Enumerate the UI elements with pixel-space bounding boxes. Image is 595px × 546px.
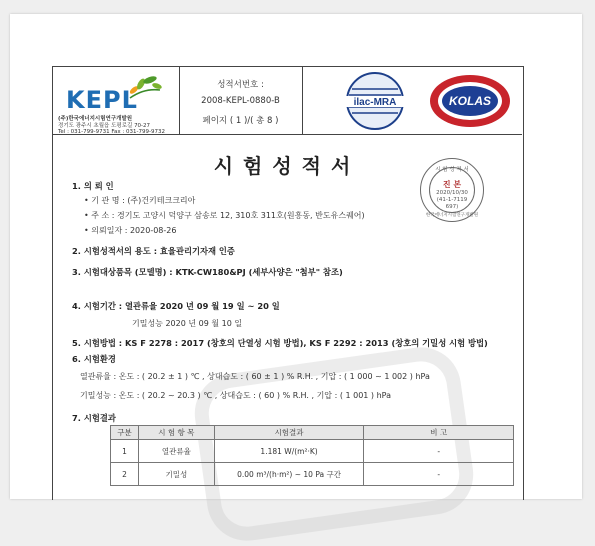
row-result: 0.00 m³/(h·m²) ~ 10 Pa 구간 xyxy=(214,463,364,486)
results-header-row xyxy=(111,426,514,440)
col-header-item: 시 험 항 목 xyxy=(138,426,214,440)
row-result: 1.181 W/(m²·K) xyxy=(214,440,364,463)
document-title: 시험성적서 xyxy=(213,154,361,178)
row-item: 기밀성 xyxy=(138,463,214,486)
row-no: 2 xyxy=(111,463,139,486)
report-no-label: 성적서번호 : xyxy=(217,80,264,90)
results-table xyxy=(110,425,514,486)
kolas-logo-icon xyxy=(428,73,512,129)
kepl-logo-text: KEPL xyxy=(66,86,138,114)
client-address: • 주 소 : 경기도 고양시 덕양구 삼송로 12, 310호 311호(원흥동, 반도유스퀘어) xyxy=(84,211,365,220)
client-name: • 기 관 명 : (주)건키테크크리아 xyxy=(84,196,196,205)
row-item: 열관류율 xyxy=(138,440,214,463)
section-test-environment: 6. 시험환경 xyxy=(72,354,116,364)
org-name: (주)한국에너지시험연구개발원 xyxy=(58,116,133,122)
stamp-line2: (41-1-7119 xyxy=(436,197,468,203)
request-date: • 의뢰일자 : 2020-08-26 xyxy=(84,226,177,235)
row-remark: - xyxy=(364,463,514,486)
report-no: 2008-KEPL-0880-B xyxy=(201,96,280,106)
kolas-text: KOLAS xyxy=(449,94,491,108)
row-remark: - xyxy=(364,440,514,463)
stamp-main: 진 본 xyxy=(442,180,462,189)
table-row xyxy=(111,440,514,463)
section-client: 1. 의 뢰 인 xyxy=(72,181,114,191)
col-header-remark: 비 고 xyxy=(364,426,514,440)
report-header xyxy=(52,66,522,135)
section-test-method: 5. 시험방법 : KS F 2278 : 2017 (창호의 단열성 시험 방법), KS F 2292 : 2013 (창호의 기밀성 시험 방법) xyxy=(72,338,488,348)
ilac-mra-logo-icon xyxy=(342,71,408,131)
stamp-bottom: 한국에너지시험연구개발원 xyxy=(425,213,479,218)
accreditation-block xyxy=(302,66,522,134)
authenticity-stamp xyxy=(420,158,484,222)
col-header-no: 구분 xyxy=(111,426,139,440)
ilac-text: ilac-MRA xyxy=(353,97,397,108)
col-header-result: 시험결과 xyxy=(214,426,364,440)
issuer-block xyxy=(52,66,180,134)
section-test-results: 7. 시험결과 xyxy=(72,413,116,423)
section-purpose: 2. 시험성적서의 용도 : 효율관리기자재 인증 xyxy=(72,246,235,256)
stamp-date: 2020/10/30 xyxy=(436,190,468,196)
org-info xyxy=(58,116,165,136)
stamp-top: 시 험 성 적 서 xyxy=(435,167,469,173)
env-airtightness: 기밀성능 : 온도 : ( 20.2 ~ 20.3 ) ℃ , 상대습도 : ( 60 ) % R.H. , 기압 : ( 1 001 ) hPa xyxy=(80,391,392,400)
test-period-airtightness: 기밀성능 2020 년 09 월 10 일 xyxy=(132,319,243,328)
table-row xyxy=(111,463,514,486)
env-thermal: 열관류율 : 온도 : ( 20.2 ± 1 ) ℃ , 상대습도 : ( 60 ± 1 ) % R.H. , 기압 : ( 1 000 ~ 1 002 ) hPa xyxy=(80,372,430,381)
section-test-period: 4. 시험기간 : 열관류율 2020 년 09 월 19 일 ~ 20 일 xyxy=(72,301,280,311)
report-number-block xyxy=(179,66,303,134)
section-test-item: 3. 시험대상품목 (모델명) : KTK-CW180&PJ (세부사양은 "첨부" 참조) xyxy=(72,267,343,277)
org-address: 경기도 광주시 초월읍 도평로길 70-27 xyxy=(58,122,151,129)
org-contact: Tel : 031-799-9731 Fax : 031-799-9732 xyxy=(58,129,165,136)
stamp-line3: 697) xyxy=(445,204,459,210)
page-info: 페이지 ( 1 )/( 총 8 ) xyxy=(202,116,279,126)
row-no: 1 xyxy=(111,440,139,463)
